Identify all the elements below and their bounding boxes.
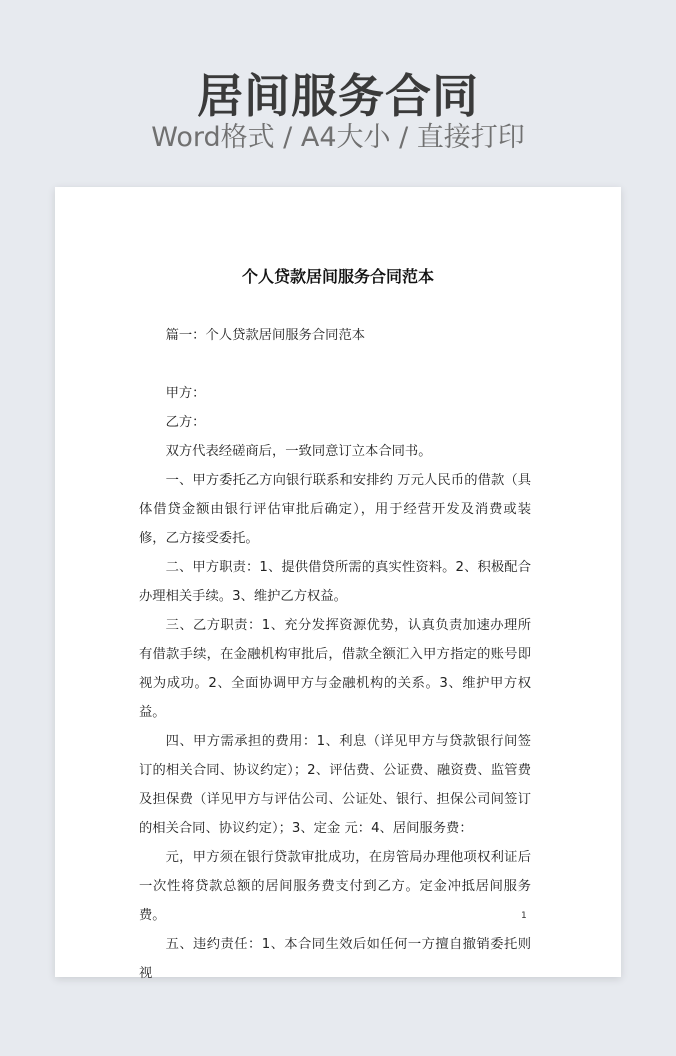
paragraph: 四、甲方需承担的费用：1、利息（详见甲方与贷款银行间签订的相关合同、协议约定）；2、评估费、公证费、融资费、监管费及担保费（详见甲方与评估公司、公证处、银行、担保公司间签订的相关合同、协议约定）；3、定金 元：4、居间服务费：: [139, 734, 531, 836]
paragraph: 元，甲方须在银行贷款审批成功，在房管局办理他项权利证后一次性将贷款总额的居间服务费支付到乙方。定金冲抵居间服务费。: [139, 850, 531, 923]
section-heading: 篇一：个人贷款居间服务合同范本: [165, 328, 366, 343]
paragraph: 二、甲方职责：1、提供借贷所需的真实性资料。2、积极配合办理相关手续。3、维护乙方权益。: [139, 560, 531, 604]
paragraph: 双方代表经磋商后，一致同意订立本合同书。: [165, 444, 432, 459]
document-body: [139, 321, 531, 988]
banner-subtitle: Word格式 / A4大小 / 直接打印: [151, 122, 525, 153]
document-title: 个人贷款居间服务合同范本: [241, 267, 434, 286]
party-a-line: 甲方：: [165, 386, 206, 401]
paragraph: 三、乙方职责：1、充分发挥资源优势，认真负责加速办理所有借款手续，在金融机构审批后，借款全额汇入甲方指定的账号即视为成功。2、全面协调甲方与金融机构的关系。3、维护甲方权益。: [139, 618, 531, 720]
banner-title: 居间服务合同: [197, 69, 479, 123]
document-page: [55, 187, 621, 981]
paragraph: 五、违约责任：1、本合同生效后如任何一方擅自撤销委托则视: [139, 937, 531, 981]
spacer: [139, 350, 531, 379]
paragraph: 一、甲方委托乙方向银行联系和安排约 万元人民币的借款（具体借贷金额由银行评估审批后确定），用于经营开发及消费或装修，乙方接受委托。: [139, 473, 531, 546]
party-b-line: 乙方：: [165, 415, 206, 430]
page-number: 1: [521, 911, 527, 921]
